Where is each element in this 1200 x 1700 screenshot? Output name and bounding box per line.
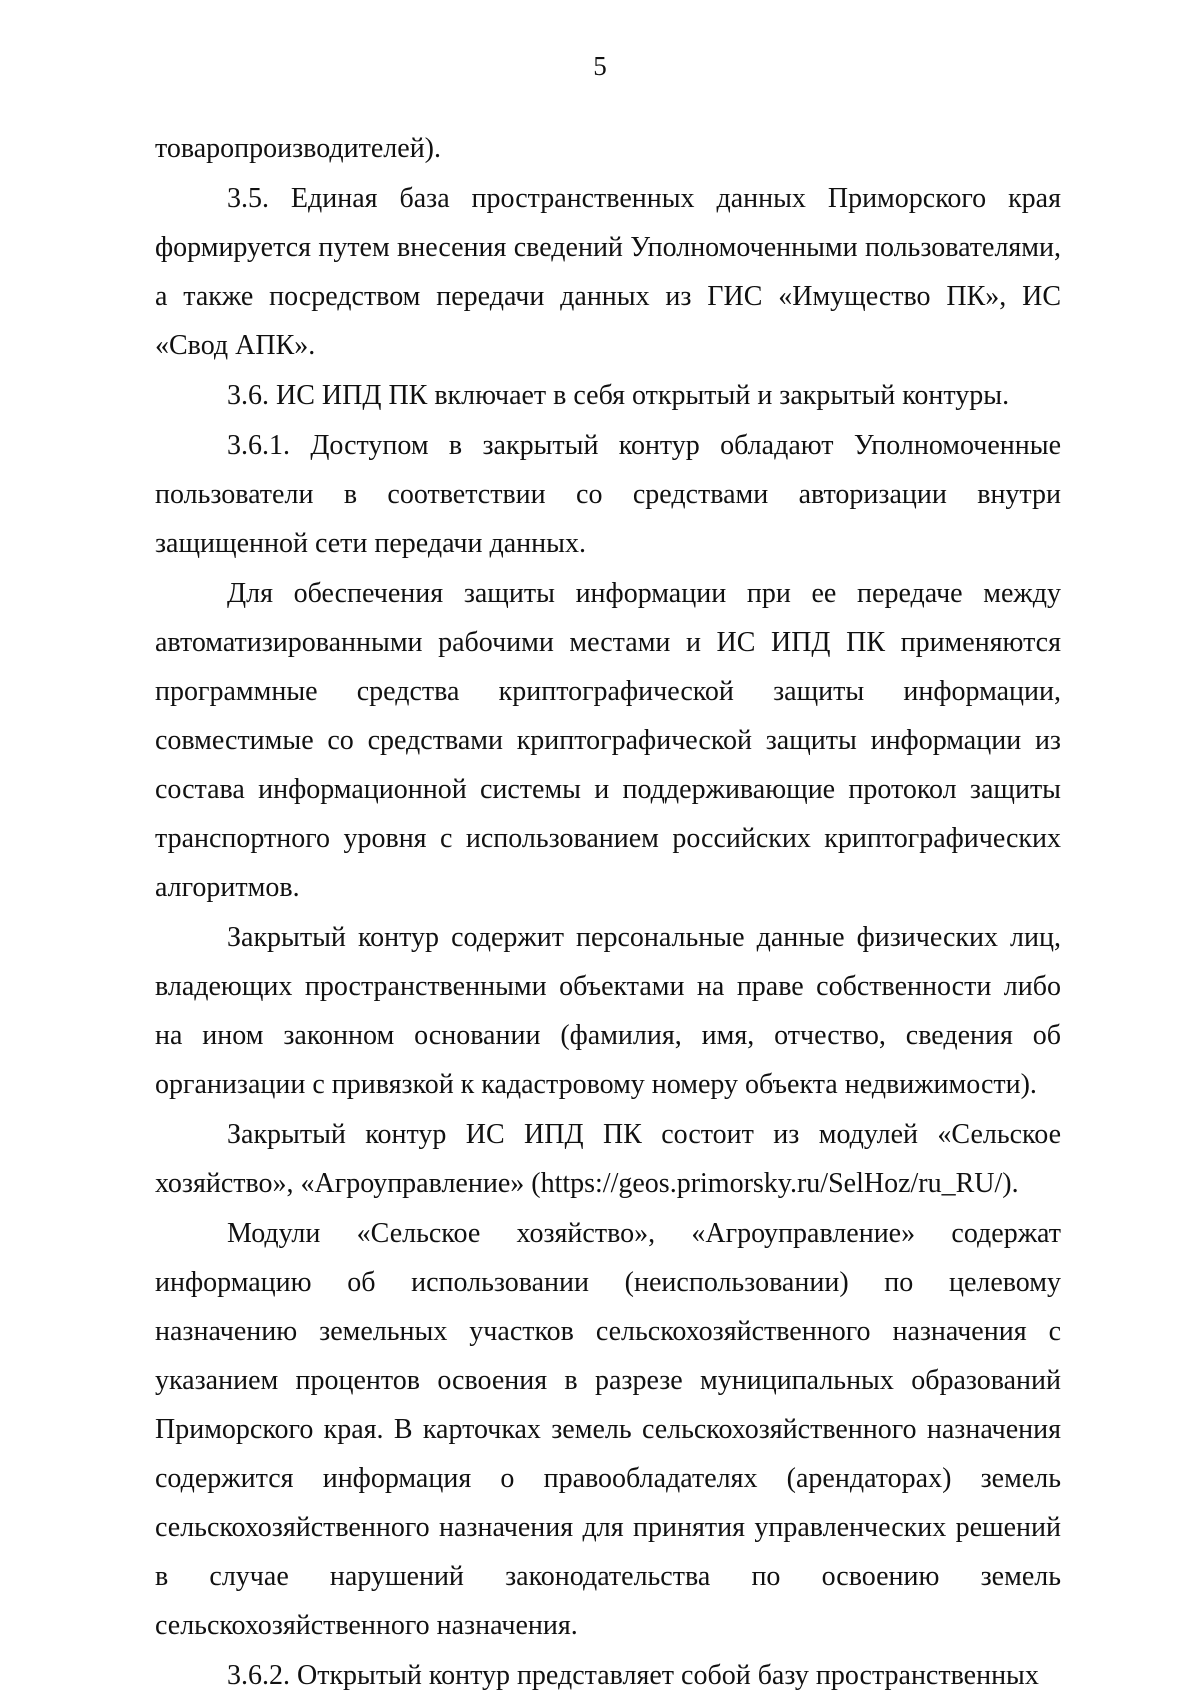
document-body <box>155 124 1061 1700</box>
paragraph-continuation: товаропроизводителей). <box>155 133 442 164</box>
paragraph-crypto-protection: Для обеспечения защиты информации при ее передаче между автоматизированными рабочими местами и ИС ИПД ПК применяются программные средства криптографической защиты информации, совместимые со средствами криптографической защиты информации из состава информационной системы и поддерживающие протокол защиты транспортного уровня с использованием российских криптографических алгоритмов. <box>155 578 1061 903</box>
paragraph-closed-contour-personal-data: Закрытый контур содержит персональные данные физических лиц, владеющих пространственными объектами на праве собственности либо на ином законном основании (фамилия, имя, отчество, сведения об организации с привязкой к кадастровому номеру объекта недвижимости). <box>155 922 1061 1100</box>
paragraph-modules-content: Модули «Сельское хозяйство», «Агроуправление» содержат информацию об использовании (неиспользовании) по целевому назначению земельных участков сельскохозяйственного назначения с указанием процентов освоения в разрезе муниципальных образований Приморского края. В карточках земель сельскохозяйственного назначения содержится информация о правообладателях (арендаторах) земель сельскохозяйственного назначения для принятия управленческих решений в случае нарушений законодательства по освоению земель сельскохозяйственного назначения. <box>155 1218 1061 1641</box>
paragraph-3-5: 3.5. Единая база пространственных данных Приморского края формируется путем внесения сведений Уполномоченными пользователями, а также посредством передачи данных из ГИС «Имущество ПК», ИС «Свод АПК». <box>155 183 1061 361</box>
paragraph-3-6: 3.6. ИС ИПД ПК включает в себя открытый и закрытый контуры. <box>227 380 1010 411</box>
paragraph-3-6-2: 3.6.2. Открытый контур представляет собой базу пространственных <box>227 1660 1039 1691</box>
paragraph-3-6-1: 3.6.1. Доступом в закрытый контур обладают Уполномоченные пользователи в соответствии со средствами авторизации внутри защищенной сети передачи данных. <box>155 430 1061 559</box>
paragraph-closed-contour-modules: Закрытый контур ИС ИПД ПК состоит из модулей «Сельское хозяйство», «Агроуправление» (https://geos.primorsky.ru/SelHoz/ru_RU/). <box>155 1119 1061 1199</box>
page-number: 5 <box>593 51 607 81</box>
